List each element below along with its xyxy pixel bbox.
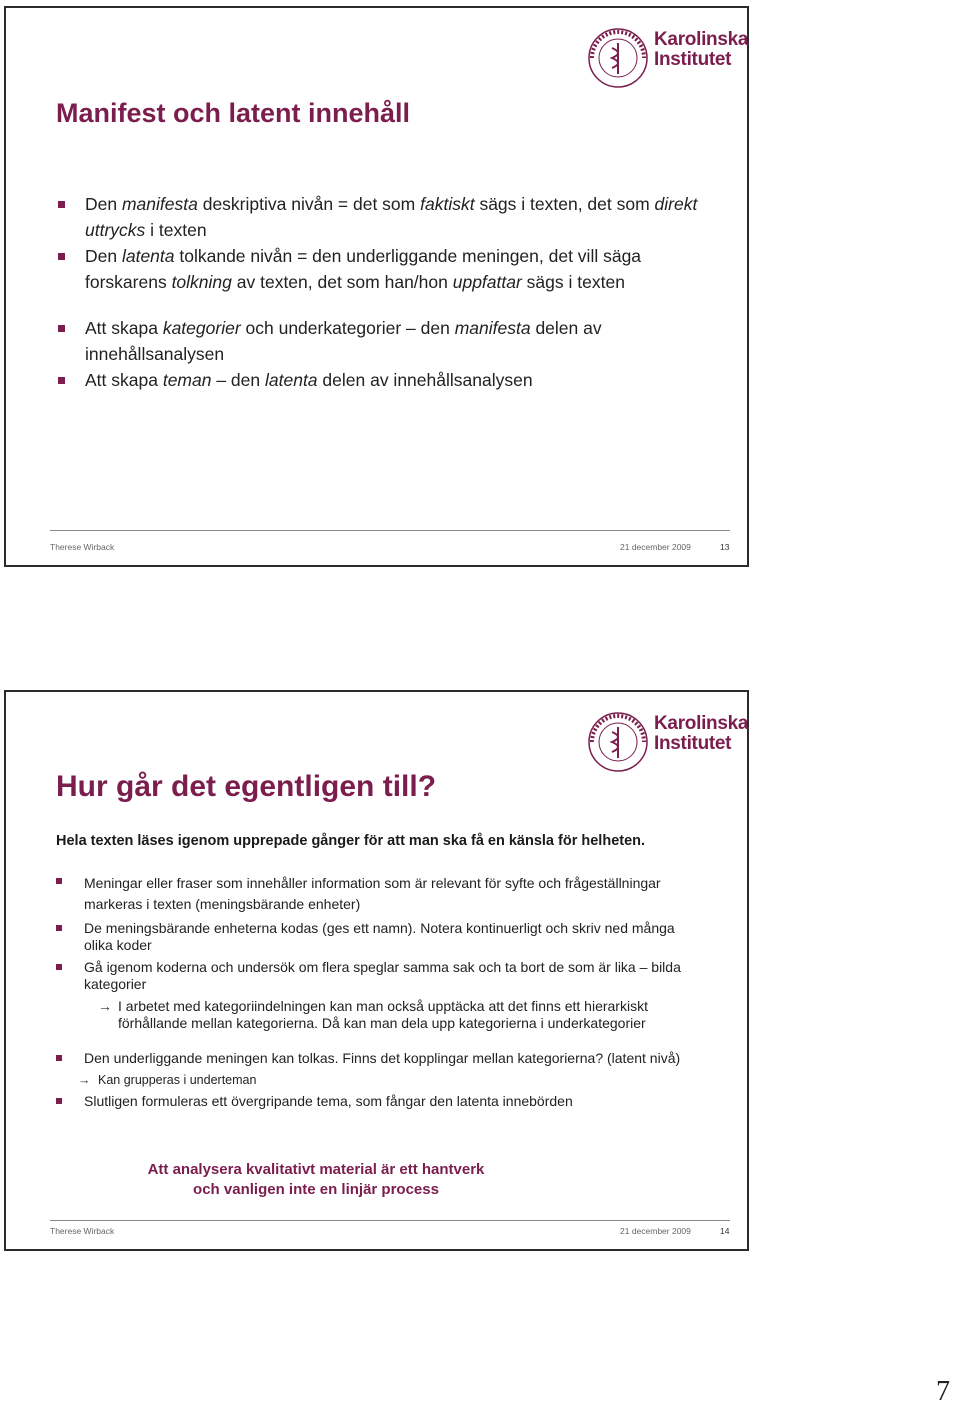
- bullet-list: [58, 191, 698, 393]
- bullet-item: [56, 1093, 696, 1110]
- arrow-right-icon: →: [78, 1073, 91, 1087]
- bullet-text: Den: [85, 194, 122, 214]
- bullet-square-icon: [56, 878, 62, 884]
- bullet-list: [56, 873, 696, 1115]
- slide-number: 13: [720, 542, 730, 552]
- footer-date: 21 december 2009: [620, 1226, 691, 1236]
- bullet-square-icon: [56, 1098, 62, 1104]
- bullet-text: Den underliggande meningen kan tolkas. Finns det kopplingar mellan kategorierna? (latent nivå): [84, 1050, 681, 1066]
- conclusion-line-1: Att analysera kvalitativt material är ett hantverk: [147, 1161, 485, 1178]
- bullet-text: delen av innehållsanalysen: [317, 370, 533, 390]
- bullet-text: Att skapa: [85, 370, 163, 390]
- page-number: 7: [936, 1376, 950, 1407]
- karolinska-logo: [586, 26, 749, 92]
- slide-14: [4, 690, 749, 1251]
- bullet-text: Meningar eller fraser som innehåller information som är relevant för syfte och frågeställningar markeras i texten (meningsbärande enheter): [84, 875, 661, 912]
- emphasis-text: manifesta: [454, 318, 531, 338]
- bullet-text: delen av innehållsanalysen: [85, 318, 602, 364]
- emphasis-text: kategorier: [162, 318, 241, 338]
- bullet-text: De meningsbärande enheterna kodas (ges ett namn). Notera kontinuerligt och skriv ned många olika koder: [84, 920, 675, 953]
- bullet-square-icon: [56, 1055, 62, 1061]
- slide-title: Manifest och latent innehåll: [56, 98, 411, 128]
- logo-line-1: Karolinska: [654, 713, 749, 734]
- emphasis-text: manifesta: [121, 194, 198, 214]
- slide-title: Hur går det egentligen till?: [56, 770, 437, 803]
- conclusion-text: [56, 1160, 576, 1200]
- logo-line-2: Institutet: [654, 49, 732, 70]
- bullet-item: [58, 315, 698, 367]
- bullet-item: [58, 243, 698, 295]
- bullet-text: – den: [211, 370, 265, 390]
- sub-item-text: Kan grupperas i underteman: [98, 1073, 257, 1087]
- bullet-item: [56, 1050, 696, 1067]
- slide-number: 14: [720, 1226, 730, 1236]
- bullet-text: av texten, det som han/hon: [231, 272, 453, 292]
- footer-author: Therese Wirback: [50, 542, 115, 552]
- ki-seal-icon: [586, 26, 650, 90]
- slide-13: [4, 6, 749, 567]
- bullet-text: och underkategorier – den: [240, 318, 455, 338]
- bullet-text: deskriptiva nivån = det som: [197, 194, 421, 214]
- emphasis-text: faktiskt: [420, 194, 475, 214]
- ki-seal-icon: [586, 710, 650, 774]
- footer-divider: [50, 1220, 730, 1221]
- bullet-item: [58, 191, 698, 243]
- bullet-square-icon: [56, 925, 62, 931]
- bullet-text: tolkande nivån = den underliggande meningen, det vill säga forskarens: [85, 246, 642, 292]
- bullet-square-icon: [58, 201, 65, 208]
- bullet-item: [56, 959, 696, 993]
- bullet-text: Att skapa: [85, 318, 163, 338]
- bullet-text: Gå igenom koderna och undersök om flera speglar samma sak och ta bort de som är lika – bilda kategorier: [84, 959, 681, 992]
- bullet-square-icon: [58, 253, 65, 260]
- bullet-text: Slutligen formuleras ett övergripande tema, som fångar den latenta innebörden: [84, 1093, 573, 1109]
- sub-item: [56, 1072, 696, 1089]
- conclusion-line-2: och vanligen inte en linjär process: [193, 1181, 439, 1198]
- emphasis-text: latenta: [265, 370, 318, 390]
- emphasis-text: latenta: [121, 246, 175, 266]
- bullet-square-icon: [58, 377, 65, 384]
- logo-line-1: Karolinska: [654, 29, 749, 50]
- footer-author: Therese Wirback: [50, 1226, 115, 1236]
- emphasis-text: direkt uttrycks: [85, 194, 698, 240]
- bullet-text: sägs i texten: [521, 272, 625, 292]
- emphasis-text: teman: [162, 370, 212, 390]
- arrow-right-icon: →: [98, 998, 112, 1014]
- bullet-item: [56, 873, 696, 915]
- bullet-text: sägs i texten, det som: [474, 194, 655, 214]
- bullet-square-icon: [56, 964, 62, 970]
- lead-text: Hela texten läses igenom upprepade gånger för att man ska få en känsla för helheten.: [56, 833, 646, 849]
- karolinska-logo: [586, 710, 749, 776]
- bullet-text: i texten: [145, 220, 207, 240]
- footer-divider: [50, 530, 730, 531]
- bullet-item: [58, 367, 698, 393]
- logo-line-2: Institutet: [654, 733, 732, 754]
- bullet-square-icon: [58, 325, 65, 332]
- footer-date: 21 december 2009: [620, 542, 691, 552]
- bullet-text: Den: [85, 246, 122, 266]
- sub-item: [56, 998, 696, 1032]
- emphasis-text: tolkning: [171, 272, 232, 292]
- bullet-item: [56, 920, 696, 954]
- emphasis-text: uppfattar: [452, 272, 522, 292]
- sub-item-text: I arbetet med kategoriindelningen kan man också upptäcka att det finns ett hierarkiskt förhållande mellan kategorierna. Då kan man dela upp kategorierna i underkategorier: [118, 998, 648, 1031]
